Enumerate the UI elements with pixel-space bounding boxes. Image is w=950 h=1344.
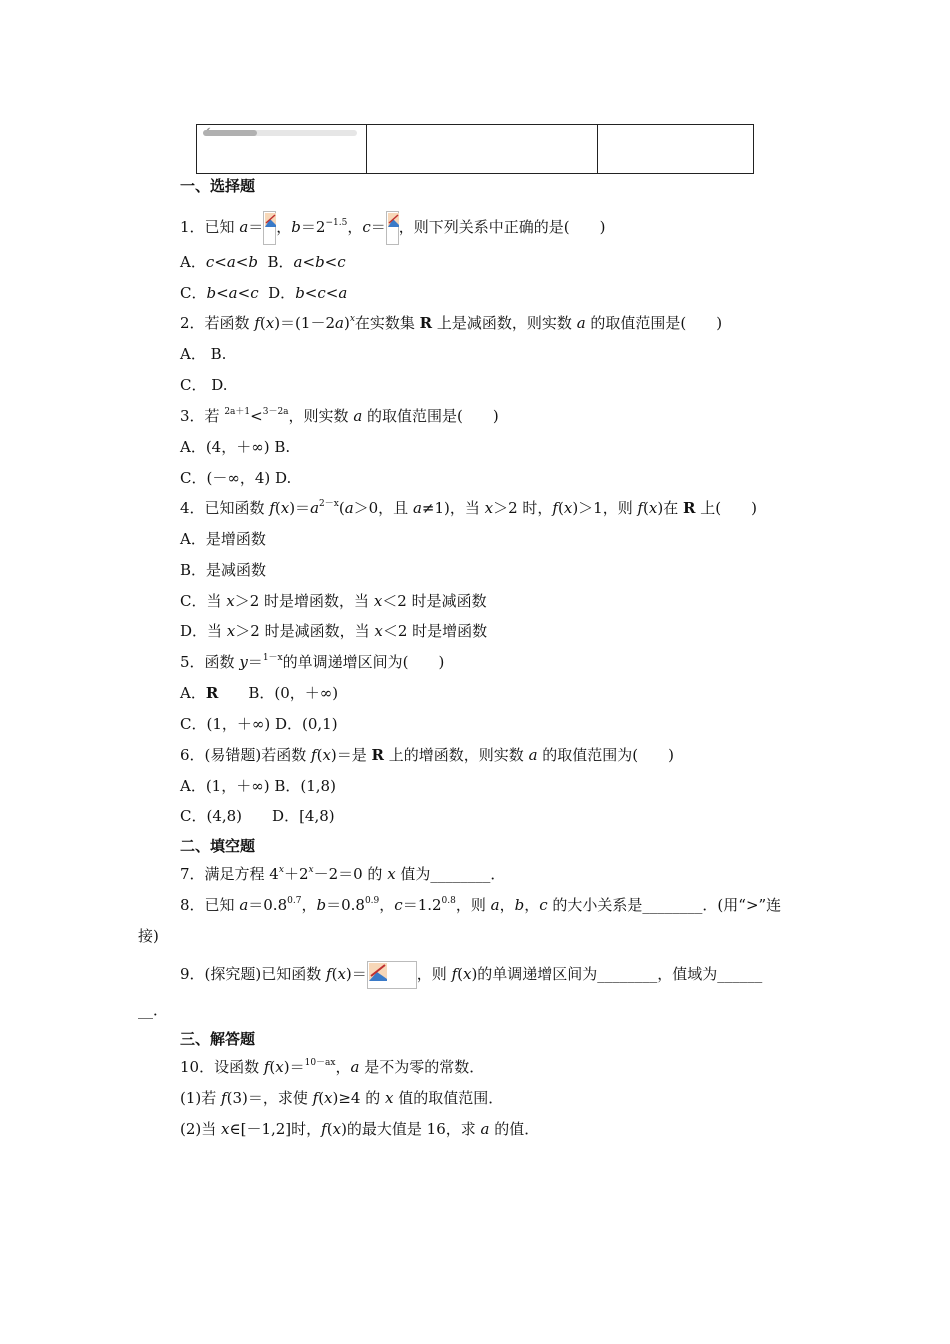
section-fill-title: 二、填空题	[180, 837, 256, 855]
text: 7．满足方程 4	[180, 865, 279, 883]
header-cell-1	[197, 125, 367, 173]
text: ，	[524, 896, 540, 914]
progress-fill	[203, 130, 257, 136]
text: )的最大值是 16，求	[341, 1120, 481, 1138]
var: f	[326, 965, 332, 983]
q4-option-d	[180, 621, 487, 641]
text: ，	[347, 218, 363, 236]
q2-options-cd: C． D.	[180, 376, 228, 394]
text: )＝	[289, 499, 311, 517]
real-set: R	[683, 499, 696, 517]
var: f	[637, 499, 644, 517]
q3-options-cd: C．(－∞，4) D.	[180, 469, 292, 487]
formula-image-icon	[367, 961, 417, 989]
var: b	[315, 253, 325, 271]
text: D．当	[180, 622, 227, 640]
text: (3)＝，求使	[226, 1089, 313, 1107]
text: )＝	[283, 1058, 305, 1076]
question-8	[180, 895, 781, 915]
var: x	[322, 746, 331, 764]
q6-options-ab: A．(1，＋∞) B．(1,8)	[180, 777, 336, 795]
question-5	[180, 652, 444, 672]
text: )＝	[345, 965, 367, 983]
text: 2．若函数	[180, 314, 255, 332]
text: <	[235, 253, 249, 271]
progress-bar	[203, 130, 357, 136]
text: 值的取值范围．	[393, 1089, 504, 1107]
text: ＝1.2	[402, 896, 442, 914]
paren: (	[274, 499, 281, 517]
q5-options-ab	[180, 683, 338, 703]
text: 的大小关系是________．(用“>”连	[547, 896, 782, 914]
text: ＜2 时是减函数	[382, 592, 487, 610]
text: 3．若	[180, 407, 225, 425]
var: a	[239, 896, 249, 914]
var: x	[374, 622, 383, 640]
var: f	[321, 1120, 327, 1138]
var: x	[221, 1120, 230, 1138]
text: 上是减函数，则实数	[432, 314, 577, 332]
option-d: D．	[258, 284, 296, 302]
var: a	[412, 499, 422, 517]
text: 4．已知函数	[180, 499, 270, 517]
section-answer-title: 三、解答题	[180, 1030, 256, 1048]
var: x	[332, 1120, 342, 1138]
real-set: R	[419, 314, 433, 332]
paren: (	[269, 1058, 276, 1076]
text: <	[237, 284, 251, 302]
var: b	[291, 218, 301, 236]
text: ，	[335, 1058, 351, 1076]
text: ＜2 时是增函数	[382, 622, 488, 640]
var: x	[648, 499, 658, 517]
text: ＝0.8	[248, 896, 288, 914]
formula-image-icon	[386, 211, 399, 245]
exponent: 0.8	[441, 896, 456, 906]
var: a	[576, 314, 586, 332]
text: 的取值范围是( )	[585, 314, 723, 332]
text: )＝(1－2	[274, 314, 335, 332]
var: a	[338, 284, 348, 302]
text: ＋2	[283, 865, 309, 883]
text: 8．已知	[180, 896, 240, 914]
q1-options-cd	[180, 283, 347, 303]
text: 的取值范围为( )	[537, 746, 674, 764]
paren: (	[331, 965, 338, 983]
var: y	[239, 653, 248, 671]
text: ，	[276, 218, 292, 236]
exponent: 0.9	[364, 896, 380, 906]
text: ＞2 时是减函数，当	[235, 622, 375, 640]
paren: (	[457, 965, 463, 983]
text: (1)若	[180, 1089, 222, 1107]
var: a	[335, 314, 344, 332]
text: 5．函数	[180, 653, 240, 671]
text: 6．(易错题)若函数	[180, 746, 312, 764]
text: )≥4 的	[332, 1089, 386, 1107]
q1-num: 1．已知	[180, 218, 240, 236]
paren: (	[643, 499, 649, 517]
option-c: C．	[180, 284, 207, 302]
text: <	[216, 284, 229, 302]
var: a	[344, 499, 354, 517]
q8-wrap: 接)	[138, 927, 159, 945]
text: 的单调递增区间为( )	[282, 653, 445, 671]
var: a	[228, 284, 238, 302]
question-4	[180, 498, 757, 518]
text: ，则下列关系中正确的是( )	[398, 218, 606, 236]
text: )＝是	[330, 746, 372, 764]
q1-options-ab	[180, 252, 346, 272]
var: a	[350, 1058, 360, 1076]
var: f	[254, 314, 260, 332]
q2-options-ab: A． B.	[180, 345, 227, 363]
var: b	[295, 284, 305, 302]
q5-options-cd: C．(1，＋∞) D．(0,1)	[180, 715, 338, 733]
text: ，则实数	[288, 407, 354, 425]
text: ＝	[370, 218, 386, 236]
var: x	[385, 1089, 394, 1107]
exponent: 3－2a	[262, 407, 289, 417]
text: )	[343, 314, 350, 332]
var: x	[462, 965, 472, 983]
question-3	[180, 406, 499, 426]
text: 9．(探究题)已知函数	[180, 965, 327, 983]
var: c	[337, 253, 346, 271]
option-b: B．	[257, 253, 294, 271]
q6-options-cd	[180, 806, 335, 826]
text: 的值．	[489, 1120, 540, 1138]
text: ∈[－1,2]时，	[229, 1120, 322, 1138]
var: c	[250, 284, 259, 302]
text: ＝0.8	[326, 896, 365, 914]
text: ，	[379, 896, 395, 914]
paren: (	[316, 746, 323, 764]
option-a: A．	[180, 253, 206, 271]
var: a	[239, 218, 249, 236]
text: ＞2 时，	[493, 499, 553, 517]
q3-options-ab: A．(4，＋∞) B.	[180, 438, 291, 456]
exponent: 2a＋1	[224, 407, 251, 417]
text: ≠1)，当	[421, 499, 485, 517]
var: x	[275, 1058, 284, 1076]
var: f	[312, 1089, 319, 1107]
text: 上( )	[695, 499, 757, 517]
var: f	[552, 499, 558, 517]
var: b	[514, 896, 525, 914]
question-2	[180, 313, 722, 333]
var: x	[484, 499, 494, 517]
text: ＝	[247, 653, 263, 671]
text: )＞1，则	[572, 499, 638, 517]
text: (2)当	[180, 1120, 222, 1138]
text: C．当	[180, 592, 227, 610]
var: c	[539, 896, 548, 914]
q10-part-2	[180, 1119, 539, 1139]
q4-option-b: B．是减函数	[180, 561, 267, 579]
text: ＞0，且	[353, 499, 413, 517]
var: x	[226, 592, 235, 610]
text: －2＝0 的	[313, 865, 388, 883]
formula-image-icon	[263, 211, 276, 245]
exponent: 10－ax	[304, 1058, 336, 1068]
paren: (	[318, 1089, 325, 1107]
exponent: x	[278, 865, 284, 875]
var: x	[373, 592, 383, 610]
var: x	[226, 622, 236, 640]
exponent: 1－x	[262, 653, 283, 663]
option-a: A．	[180, 684, 206, 702]
option-d: D．[4,8)	[272, 807, 335, 825]
q9-wrap: __．	[138, 1001, 169, 1019]
var: a	[293, 253, 303, 271]
paren: (	[326, 1120, 333, 1138]
text: <	[250, 407, 263, 425]
text: 是不为零的常数．	[359, 1058, 485, 1076]
var: a	[353, 407, 363, 425]
var: c	[317, 284, 326, 302]
text: <	[214, 253, 227, 271]
paren: (	[557, 499, 564, 517]
question-9	[180, 961, 762, 989]
var: a	[528, 746, 538, 764]
exponent: x	[308, 865, 314, 875]
var: b	[316, 896, 327, 914]
text: <	[325, 284, 339, 302]
text: 的取值范围是( )	[362, 407, 499, 425]
text: <	[324, 253, 338, 271]
text: )的单调递增区间为________，值域为______	[471, 965, 763, 983]
text: <	[302, 253, 316, 271]
var: a	[310, 499, 320, 517]
var: f	[269, 499, 275, 517]
option-c: C．(4,8)	[180, 807, 243, 825]
paren: (	[259, 314, 266, 332]
header-cell-2	[367, 125, 598, 173]
text: 上的增函数，则实数	[384, 746, 529, 764]
var: x	[280, 499, 290, 517]
q4-option-a: A．是增函数	[180, 530, 266, 548]
text: 10．设函数	[180, 1058, 264, 1076]
text: 在实数集	[354, 314, 420, 332]
var: x	[387, 865, 396, 883]
text: ，则	[416, 965, 452, 983]
var: x	[265, 314, 275, 332]
var: a	[490, 896, 500, 914]
q4-option-c	[180, 591, 487, 611]
real-set: R	[371, 746, 385, 764]
question-6	[180, 745, 674, 765]
text: ，	[499, 896, 515, 914]
real-set: R	[205, 684, 219, 702]
exponent: x	[349, 314, 355, 324]
var: b	[248, 253, 258, 271]
var: a	[480, 1120, 490, 1138]
exponent: −1.5	[325, 218, 348, 228]
option-b: B．(0，＋∞)	[248, 684, 339, 702]
text: ，则	[455, 896, 491, 914]
var: c	[394, 896, 403, 914]
var: c	[205, 253, 215, 271]
text: <	[304, 284, 318, 302]
var: x	[563, 499, 573, 517]
text: ＝	[248, 218, 264, 236]
var: x	[324, 1089, 333, 1107]
question-10	[180, 1057, 484, 1077]
question-7	[180, 864, 505, 884]
text: ＞2 时是增函数，当	[234, 592, 374, 610]
exponent: 0.7	[287, 896, 302, 906]
q10-part-1	[180, 1088, 503, 1108]
section-choice-title: 一、选择题	[180, 177, 256, 195]
text: )在	[657, 499, 683, 517]
text: (	[338, 499, 345, 517]
var: f	[451, 965, 458, 983]
var: a	[226, 253, 236, 271]
text: ＝2	[300, 218, 326, 236]
var: x	[337, 965, 346, 983]
var: f	[311, 746, 317, 764]
var: b	[206, 284, 217, 302]
exponent: 2－x	[319, 499, 339, 509]
question-1	[180, 211, 605, 245]
text: ，	[301, 896, 317, 914]
text: 值为________．	[395, 865, 506, 883]
var: c	[362, 218, 371, 236]
var: f	[263, 1058, 270, 1076]
var: f	[221, 1089, 227, 1107]
header-cell-3	[598, 125, 753, 173]
header-table	[196, 124, 754, 174]
